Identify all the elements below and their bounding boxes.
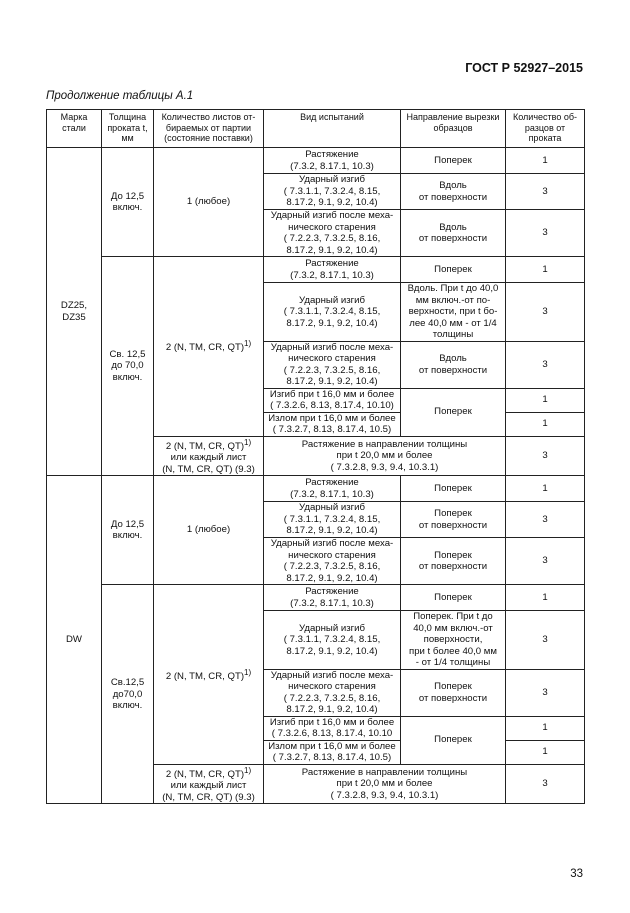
quantity-line: 2 (N, TM, CR, QT)	[165, 440, 245, 452]
test-cell: Ударный изгиб ( 7.3.1.1, 7.3.2.4, 8.15, 8.17.2, 9.1, 9.2, 10.4)	[264, 174, 401, 210]
samples-cell: 3	[506, 210, 585, 257]
footnote-ref: 1)	[244, 667, 252, 677]
requirements-table	[46, 109, 585, 804]
test-cell: Растяжение (7.3.2, 8.17.1, 10.3)	[264, 148, 401, 174]
test-cell: Растяжение в направлении толщины при t 20,0 мм и более ( 7.3.2.8, 9.3, 9.4, 10.3.1)	[264, 436, 506, 476]
quantity-line: 2 (N, TM, CR, QT)	[165, 768, 245, 780]
test-cell: Изгиб при t 16,0 мм и более ( 7.3.2.6, 8.13, 8.17.4, 10.10	[264, 716, 401, 740]
page-number: 33	[570, 868, 583, 880]
samples-cell: 3	[506, 669, 585, 716]
direction-cell: Вдоль от поверхности	[401, 210, 506, 257]
direction-cell: Поперек	[401, 585, 506, 611]
quantity-cell: 2 (N, TM, CR, QT)$^{1)}$	[154, 257, 264, 437]
test-cell: Ударный изгиб после меха- нического старения ( 7.2.2.3, 7.3.2.5, 8.16, 8.17.2, 9.1, 9.2, 10.4)	[264, 341, 401, 388]
direction-cell: Поперек от поверхности	[401, 502, 506, 538]
samples-cell: 1	[506, 412, 585, 436]
test-cell: Растяжение (7.3.2, 8.17.1, 10.3)	[264, 476, 401, 502]
header-grade: Марка стали	[47, 110, 102, 148]
test-cell: Растяжение в направлении толщины при t 20,0 мм и более ( 7.3.2.8, 9.3, 9.4, 10.3.1)	[264, 764, 506, 804]
quantity-cell: 1 (любое)	[154, 476, 264, 585]
thickness-cell: До 12,5 включ.	[102, 476, 154, 585]
header-quantity: Количество листов от- бираемых от партии (состояние поставки)	[154, 110, 264, 148]
footnote-ref: 1)	[244, 437, 252, 447]
direction-cell: Поперек от поверхности	[401, 538, 506, 585]
samples-cell: 1	[506, 585, 585, 611]
direction-cell: Поперек	[401, 257, 506, 283]
test-cell: Ударный изгиб после меха- нического старения ( 7.2.2.3, 7.3.2.5, 8.16, 8.17.2, 9.1, 9.2, 10.4)	[264, 538, 401, 585]
direction-cell: Вдоль. При t до 40,0 мм включ.-от по- верхности, при t бо- лее 40,0 мм - от 1/4 толщины	[401, 283, 506, 342]
direction-cell: Вдоль от поверхности	[401, 174, 506, 210]
footnote-ref: 1)	[244, 339, 252, 349]
samples-cell: 3	[506, 341, 585, 388]
test-cell: Излом при t 16,0 мм и более ( 7.3.2.7, 8.13, 8.17.4, 10.5)	[264, 740, 401, 764]
samples-cell: 3	[506, 436, 585, 476]
thickness-cell: Св.12,5 до70,0 включ.	[102, 585, 154, 804]
samples-cell: 1	[506, 148, 585, 174]
samples-cell: 3	[506, 538, 585, 585]
quantity-cell: 2 (N, TM, CR, QT)$^{1)}$	[154, 585, 264, 765]
test-cell: Ударный изгиб после меха- нического старения ( 7.2.2.3, 7.3.2.5, 8.16, 8.17.2, 9.1, 9.2, 10.4)	[264, 669, 401, 716]
samples-cell: 1	[506, 257, 585, 283]
test-cell: Ударный изгиб ( 7.3.1.1, 7.3.2.4, 8.15, 8.17.2, 9.1, 9.2, 10.4)	[264, 502, 401, 538]
thickness-cell: До 12,5 включ.	[102, 148, 154, 257]
test-cell: Ударный изгиб ( 7.3.1.1, 7.3.2.4, 8.15, 8.17.2, 9.1, 9.2, 10.4)	[264, 283, 401, 342]
thickness-cell: Св. 12,5 до 70,0 включ.	[102, 257, 154, 476]
samples-cell: 3	[506, 174, 585, 210]
table-row	[47, 257, 585, 283]
direction-cell: Поперек	[401, 476, 506, 502]
header-samples: Количество об- разцов от проката	[506, 110, 585, 148]
direction-cell: Поперек	[401, 388, 506, 436]
samples-cell: 1	[506, 716, 585, 740]
samples-cell: 3	[506, 611, 585, 670]
table-continuation-caption: Продолжение таблицы А.1	[46, 90, 194, 102]
table-row	[47, 148, 585, 174]
test-cell: Ударный изгиб после меха- нического старения ( 7.2.2.3, 7.3.2.5, 8.16, 8.17.2, 9.1, 9.2, 10.4)	[264, 210, 401, 257]
test-cell: Растяжение (7.3.2, 8.17.1, 10.3)	[264, 257, 401, 283]
grade-cell: DZ25, DZ35	[47, 148, 102, 476]
grade-cell: DW	[47, 476, 102, 804]
samples-cell: 1	[506, 388, 585, 412]
test-cell: Излом при t 16,0 мм и более ( 7.3.2.7, 8.13, 8.17.4, 10.5)	[264, 412, 401, 436]
header-direction: Направление вырезки образцов	[401, 110, 506, 148]
standard-number: ГОСТ Р 52927–2015	[465, 61, 583, 75]
quantity-line: или каждый лист (N, TM, CR, QT) (9.3)	[162, 452, 255, 475]
test-cell: Ударный изгиб ( 7.3.1.1, 7.3.2.4, 8.15, 8.17.2, 9.1, 9.2, 10.4)	[264, 611, 401, 670]
direction-cell: Поперек. При t до 40,0 мм включ.-от поверхности, при t более 40,0 мм - от 1/4 толщины	[401, 611, 506, 670]
quantity-line: или каждый лист (N, TM, CR, QT) (9.3)	[162, 780, 255, 803]
header-test: Вид испытаний	[264, 110, 401, 148]
direction-cell: Вдоль от поверхности	[401, 341, 506, 388]
direction-cell: Поперек от поверхности	[401, 669, 506, 716]
samples-cell: 3	[506, 764, 585, 804]
test-cell: Растяжение (7.3.2, 8.17.1, 10.3)	[264, 585, 401, 611]
header-thickness: Толщина проката t, мм	[102, 110, 154, 148]
quantity-cell	[154, 436, 264, 476]
samples-cell: 3	[506, 283, 585, 342]
samples-cell: 3	[506, 502, 585, 538]
direction-cell: Поперек	[401, 148, 506, 174]
direction-cell: Поперек	[401, 716, 506, 764]
test-cell: Изгиб при t 16,0 мм и более ( 7.3.2.6, 8.13, 8.17.4, 10.10)	[264, 388, 401, 412]
samples-cell: 1	[506, 476, 585, 502]
samples-cell: 1	[506, 740, 585, 764]
quantity-cell: 1 (любое)	[154, 148, 264, 257]
table-row	[47, 476, 585, 502]
table-header-row	[47, 110, 585, 148]
quantity-cell	[154, 764, 264, 804]
table-row	[47, 585, 585, 611]
footnote-ref: 1)	[244, 765, 252, 775]
